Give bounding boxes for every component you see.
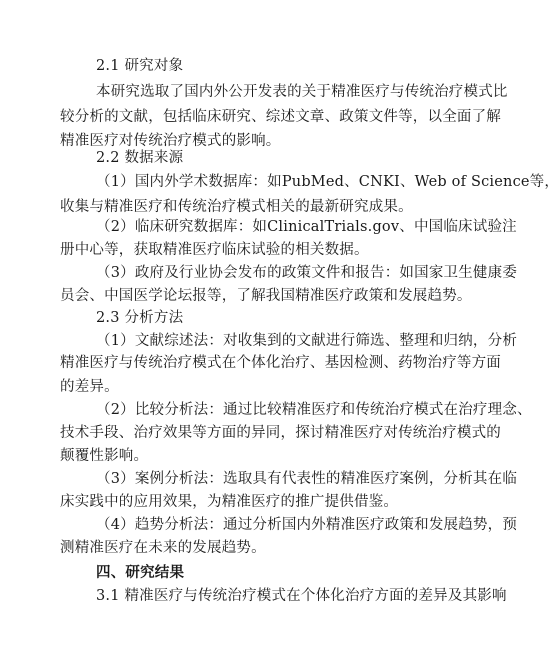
- subsection-heading-3-1: 3.1 精准医疗与传统治疗模式在个体化治疗方面的差异及其影响: [96, 588, 507, 604]
- list-item-line: 册中心等，获取精准医疗临床试验的相关数据。: [60, 242, 369, 258]
- list-item-line: （2）临床研究数据库：如ClinicalTrials.gov、中国临床试验注: [96, 219, 517, 235]
- paragraph-line: 较分析的文献，包括临床研究、综述文章、政策文件等，以全面了解: [60, 109, 501, 125]
- section-heading-2-1: 2.1 研究对象: [96, 58, 184, 74]
- list-item-line: （3）案例分析法：选取具有代表性的精准医疗案例，分析其在临: [96, 471, 518, 487]
- list-item-line: 精准医疗与传统治疗模式在个体化治疗、基因检测、药物治疗等方面: [60, 355, 501, 371]
- list-item-line: （1）国内外学术数据库：如PubMed、CNKI、Web of Science等，: [96, 174, 559, 190]
- list-item-line: （3）政府及行业协会发布的政策文件和报告：如国家卫生健康委: [96, 265, 518, 281]
- list-item-line: 测精准医疗在未来的发展趋势。: [60, 540, 266, 556]
- paragraph-line: 精准医疗对传统治疗模式的影响。: [60, 133, 281, 149]
- paragraph-line: 本研究选取了国内外公开发表的关于精准医疗与传统治疗模式比: [96, 84, 508, 100]
- list-item-line: 颠覆性影响。: [60, 448, 149, 464]
- list-item-line: 床实践中的应用效果，为精准医疗的推广提供借鉴。: [60, 494, 399, 510]
- list-item-line: （4）趋势分析法：通过分析国内外精准医疗政策和发展趋势，预: [96, 517, 518, 533]
- section-heading-2-3: 2.3 分析方法: [96, 310, 184, 326]
- section-heading-results: 四、研究结果: [96, 565, 185, 581]
- list-item-line: 员会、中国医学论坛报等，了解我国精准医疗政策和发展趋势。: [60, 288, 472, 304]
- list-item-line: （1）文献综述法：对收集到的文献进行筛选、整理和归纳，分析: [96, 333, 518, 349]
- list-item-line: 技术手段、治疗效果等方面的异同，探讨精准医疗对传统治疗模式的: [60, 425, 501, 441]
- list-item-line: （2）比较分析法：通过比较精准医疗和传统治疗模式在治疗理念、: [96, 402, 532, 418]
- list-item-line: 的差异。: [60, 379, 119, 395]
- list-item-line: 收集与精准医疗和传统治疗模式相关的最新研究成果。: [60, 199, 413, 215]
- section-heading-2-2: 2.2 数据来源: [96, 150, 184, 166]
